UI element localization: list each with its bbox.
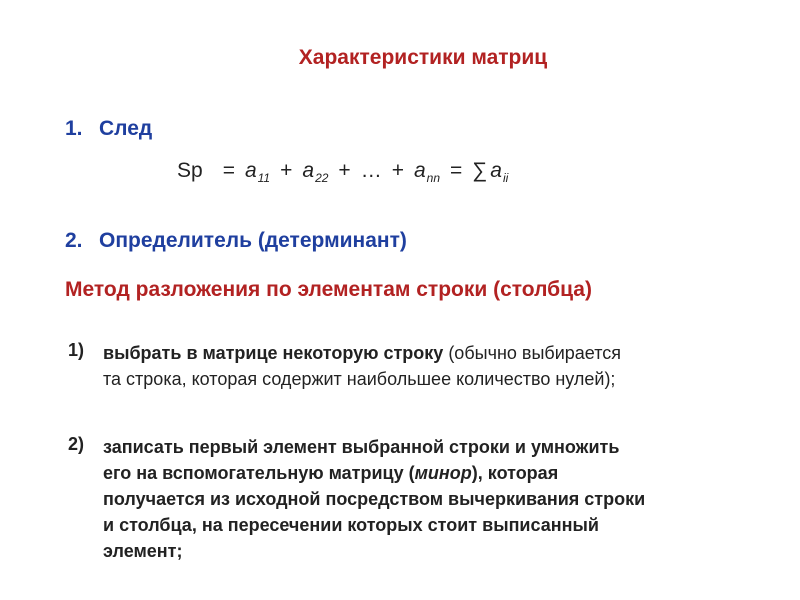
formula-var: a: [413, 159, 426, 182]
item-line: та строка, которая содержит наибольшее количество нулей);: [103, 369, 616, 389]
section-label: След: [99, 117, 153, 140]
formula-sub: 22: [315, 171, 329, 185]
formula-plus: +: [391, 159, 404, 182]
slide-title: Характеристики матриц: [298, 46, 548, 69]
formula-sub: ii: [502, 171, 509, 185]
section-number: 1.: [65, 117, 83, 140]
item-text: (обычно выбирается: [443, 343, 621, 363]
item-italic-term: минор: [414, 463, 472, 483]
formula-equals: =: [222, 159, 235, 182]
section-number: 2.: [65, 229, 83, 252]
formula-var: a: [244, 159, 257, 182]
formula-sp: Sp: [177, 159, 203, 182]
formula-plus: +: [280, 159, 293, 182]
formula-ellipsis: …: [360, 159, 382, 182]
item-line: [103, 340, 621, 366]
item-text: его на вспомогательную матрицу (: [103, 463, 415, 483]
item-number: 2): [68, 434, 85, 454]
section-determinant: [65, 229, 407, 253]
formula-equals: =: [450, 159, 463, 182]
formula-plus: +: [338, 159, 351, 182]
item-text: ), которая: [471, 463, 559, 483]
formula-sub: nn: [426, 171, 440, 185]
item-line: записать первый элемент выбранной строки и умножить: [103, 437, 620, 457]
section-label: Определитель (детерминант): [99, 229, 407, 252]
item-number: 1): [68, 340, 85, 360]
trace-formula: [177, 159, 508, 185]
formula-var: a: [490, 159, 502, 182]
item-line: [103, 460, 558, 486]
method-heading: Метод разложения по элементам строки (столбца): [65, 278, 592, 301]
item-line: элемент;: [103, 541, 183, 561]
formula-sub: 11: [257, 171, 271, 185]
item-line: получается из исходной посредством вычеркивания строки: [103, 489, 646, 509]
formula-var: a: [302, 159, 315, 182]
item-line: и столбца, на пересечении которых стоит выписанный: [103, 515, 599, 535]
section-trace: [65, 117, 152, 141]
item-bold-text: выбрать в матрице некоторую строку: [103, 343, 444, 363]
formula-sigma: ∑: [472, 159, 488, 182]
